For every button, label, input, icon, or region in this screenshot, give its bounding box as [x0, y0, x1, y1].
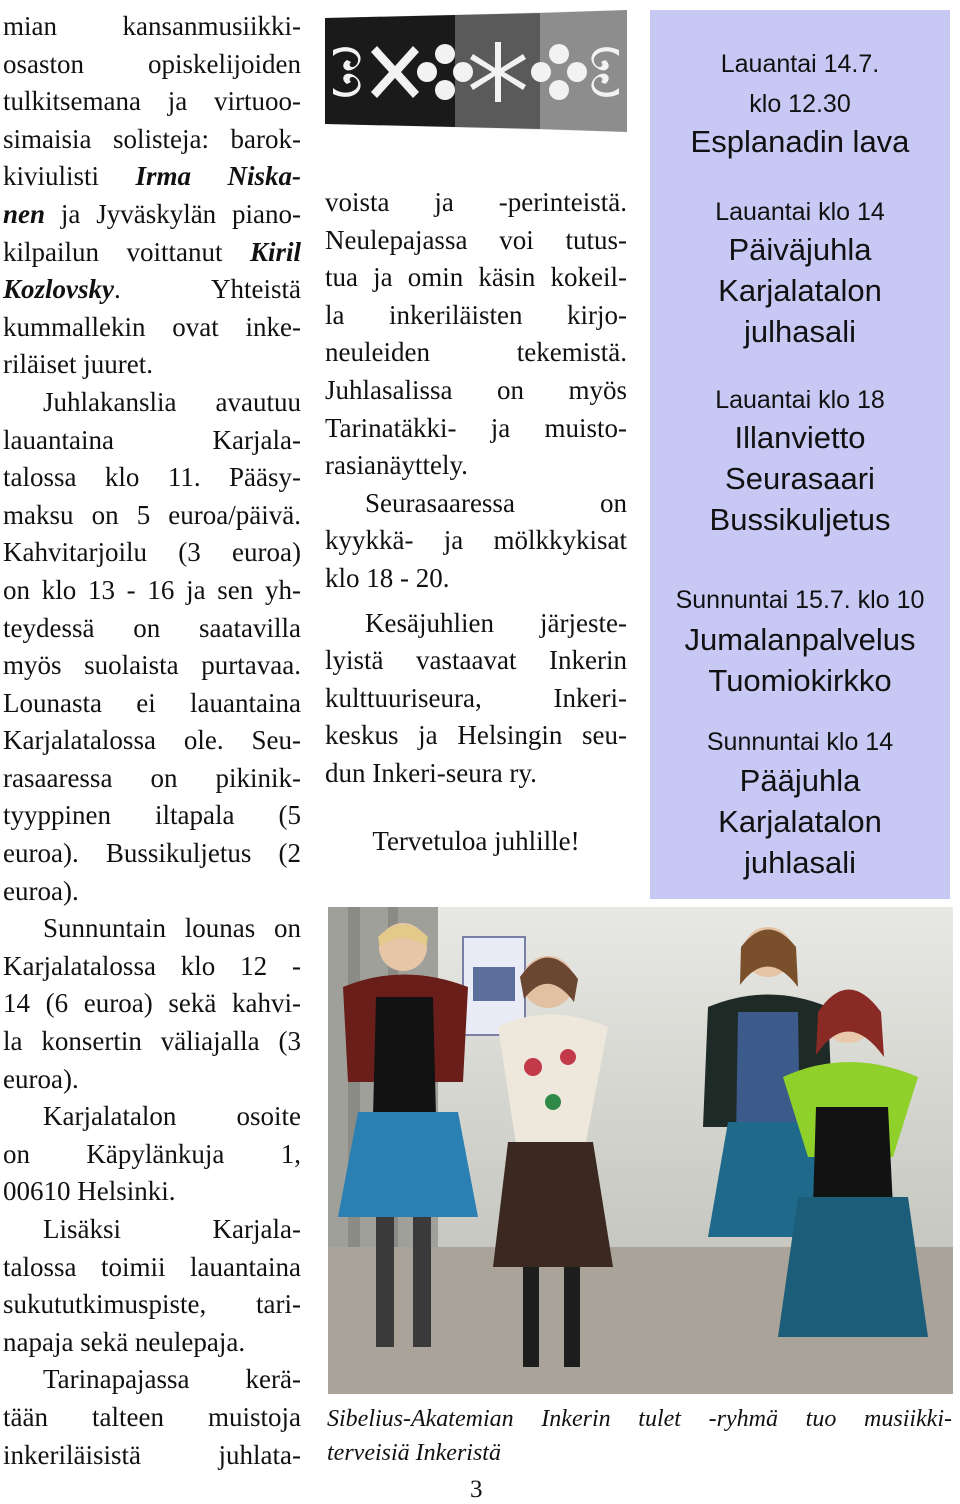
caption-line: terveisiä Inkeristä [327, 1440, 501, 1466]
text-line: Lisäksi Karjala- [43, 1214, 301, 1244]
text-line: euroa). [3, 875, 79, 906]
text-line: tyyppinen iltapala (5 [3, 800, 301, 831]
text-line: napaja sekä neulepaja. [3, 1326, 246, 1357]
schedule-time: Lauantai klo 14 [715, 198, 885, 226]
welcome-text: Tervetuloa juhlille! [372, 825, 580, 856]
text-line: sukututkimuspiste, tari- [3, 1289, 301, 1320]
text-line: mian kansanmusiikki- [3, 11, 301, 41]
text-line: Tarinapajassa kerä- [43, 1364, 301, 1395]
page-number: 3 [470, 1476, 483, 1503]
schedule-date: Lauantai 14.7. [720, 50, 880, 78]
text-line: kilpailun voittanut Kiril [3, 236, 302, 267]
text-line: kummallekin ovat inke- [3, 311, 301, 342]
text-line: Karjalatalossa klo 12 - [3, 950, 301, 981]
article-column-left [3, 8, 301, 1474]
text-line: on Käpylänkuja 1, [3, 1138, 301, 1169]
schedule-date: Sunnuntai 15.7. klo 10 [675, 586, 925, 614]
text-line: klo 18 - 20. [325, 562, 450, 593]
text-line: Kahvitarjoilu (3 euroa) [3, 537, 301, 568]
text-line: kyykkä- ja mölkkykisat [325, 525, 627, 556]
schedule-event: Bussikuljetus [709, 502, 891, 537]
text-line: Seurasaaressa on [365, 487, 627, 518]
text-line: Karjalatalossa ole. Seu- [3, 725, 301, 756]
schedule-event: juhlasali [743, 845, 856, 880]
caption-line: Sibelius-Akatemian Inkerin tulet -ryhmä tuo musiikki- [327, 1406, 952, 1432]
text-line: tulkitsemana ja virtuoo- [3, 86, 301, 117]
performer-name: Irma Niska- [135, 161, 302, 192]
text-line: 00610 Helsinki. [3, 1176, 176, 1207]
text-line: talossa klo 11. Pääsy- [3, 462, 301, 493]
text-line: teydessä on saatavilla [3, 612, 301, 643]
performer-name: Kozlovsky [3, 274, 114, 305]
text-line: neuleiden tekemistä. [325, 337, 627, 368]
text-line: voista ja -perinteistä. [325, 187, 627, 217]
text-line: euroa). Bussikuljetus (2 [3, 838, 301, 869]
text-line: osaston opiskelijoiden [3, 48, 301, 79]
text-line: tua ja omin käsin kokeil- [325, 262, 627, 293]
group-photo [328, 907, 953, 1394]
schedule-event: Esplanadin lava [690, 124, 910, 159]
text-line: rasianäyttely. [325, 450, 468, 481]
text-line: la konsertin väliajalla (3 [3, 1026, 301, 1057]
decorative-banner [325, 10, 627, 132]
photo-caption [327, 1402, 952, 1470]
schedule-event: Jumalanpalvelus [684, 622, 916, 657]
text-line: kulttuuriseura, Inkeri- [325, 682, 627, 713]
text-line: talossa toimii lauantaina [3, 1251, 301, 1282]
text-line: riläiset juuret. [3, 349, 153, 380]
schedule-time: Lauantai klo 18 [715, 386, 885, 414]
text-line: la inkeriläisten kirjo- [325, 299, 627, 330]
text-line: Kozlovsky. Yhteistä [3, 274, 301, 305]
text-line: lauantaina Karjala- [3, 424, 301, 455]
performer-name: Kiril [249, 236, 302, 267]
event-schedule-box [650, 10, 950, 899]
text-line: on klo 13 - 16 ja sen yh- [3, 574, 301, 605]
text-line: lyistä vastaavat Inkerin [325, 645, 627, 676]
text-line: keskus ja Helsingin seu- [325, 720, 627, 751]
text-line: Neulepajassa voi tutus- [325, 224, 627, 255]
schedule-event: Päiväjuhla [728, 232, 872, 267]
text-line: kiviulisti Irma Niska- [3, 161, 302, 192]
text-line: Lounasta ei lauantaina [3, 687, 301, 718]
text-line: 14 (6 euroa) sekä kahvi- [3, 988, 301, 1019]
text-line: euroa). [3, 1063, 79, 1094]
text-line: dun Inkeri-seura ry. [325, 757, 537, 788]
article-column-middle [325, 184, 627, 860]
text-line: maksu on 5 euroa/päivä. [3, 499, 301, 530]
schedule-event: Seurasaari [725, 461, 875, 496]
text-line: rasaaressa on pikinik- [3, 762, 301, 793]
text-line: nen ja Jyväskylän piano- [3, 198, 301, 229]
schedule-event: Tuomiokirkko [708, 663, 892, 698]
text-line: myös suolaista purtavaa. [3, 650, 301, 681]
schedule-event: julhasali [743, 314, 856, 349]
schedule-event: Pääjuhla [739, 763, 861, 798]
text-line: Sunnuntain lounas on [43, 913, 301, 944]
text-line: Karjalatalon osoite [43, 1101, 301, 1132]
schedule-time: Sunnuntai klo 14 [706, 728, 894, 756]
text-line: inkeriläisistä juhlata- [3, 1439, 301, 1470]
text-line: tään talteen muistoja [3, 1401, 301, 1432]
performer-name: nen [3, 198, 46, 229]
text-line: Kesäjuhlien järjeste- [365, 607, 627, 638]
schedule-time: klo 12.30 [749, 90, 851, 118]
text-line: Tarinatäkki- ja muisto- [325, 412, 627, 443]
text-line: Juhlasalissa on myös [325, 374, 627, 405]
text-line: simaisia solisteja: barok- [3, 123, 301, 154]
schedule-event: Karjalatalon [718, 804, 882, 839]
text-line: Juhlakanslia avautuu [43, 386, 301, 417]
schedule-event: Karjalatalon [718, 273, 882, 308]
schedule-event: Illanvietto [734, 420, 866, 455]
